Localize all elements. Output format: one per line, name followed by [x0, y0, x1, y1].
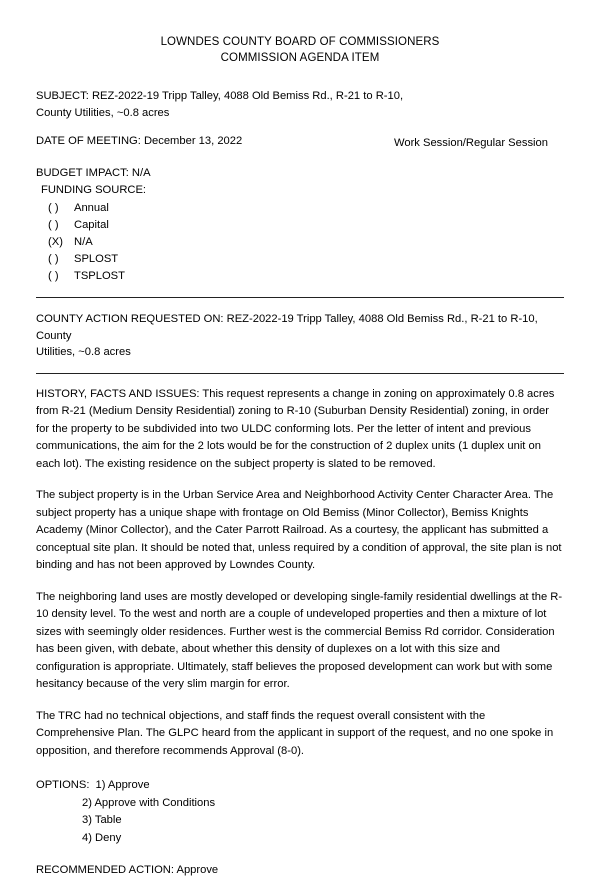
subject-line-1: SUBJECT: REZ-2022-19 Tripp Talley, 4088 Old Bemiss Rd., R-21 to R-10,: [36, 90, 404, 102]
meeting-date: DATE OF MEETING: December 13, 2022: [36, 135, 243, 147]
funding-option[interactable]: [36, 251, 564, 268]
funding-option[interactable]: [36, 217, 564, 234]
option-item-4[interactable]: 4) Deny: [82, 831, 122, 844]
document-header: [36, 34, 564, 66]
funding-source-label: FUNDING SOURCE:: [41, 183, 147, 196]
county-action-line-1: COUNTY ACTION REQUESTED ON: REZ-2022-19 Tripp Talley, 4088 Old Bemiss Rd., R-21 to R-10, County: [36, 313, 538, 342]
subject-block: [36, 88, 564, 121]
header-line-2: COMMISSION AGENDA ITEM: [220, 52, 380, 64]
option-item-2[interactable]: 2) Approve with Conditions: [82, 796, 216, 809]
budget-impact: BUDGET IMPACT: N/A: [36, 167, 151, 179]
funding-option-label: SPLOST: [74, 253, 119, 265]
divider-bottom: [36, 373, 564, 374]
county-action-line-2: Utilities, ~0.8 acres: [36, 346, 131, 358]
meeting-row: [36, 135, 564, 149]
history-section: [36, 386, 564, 761]
funding-option-label: N/A: [74, 236, 93, 248]
history-paragraph: The TRC had no technical objections, and staff finds the request overall consistent with the Comprehensive Plan. The GLPC heard from the applicant in support of the request, and no one spoke in opposition, and therefore recommends Approval (8-0).: [36, 709, 554, 757]
options-first-row: [36, 777, 564, 795]
history-paragraph: The subject property is in the Urban Service Area and Neighborhood Activity Center Character Area. The subject property has a unique shape with frontage on Old Bemiss (Minor Collector), Bemiss Knights Academy (Minor Collector), and the Cater Parrott Railroad. As a courtesy, the applicant has submitted a conceptual site plan. It should be noted that, unless required by a condition of approval, the site plan is not binding and has not been approved by Lowndes County.: [36, 489, 562, 571]
options-label: OPTIONS:: [36, 779, 90, 791]
funding-source-options: [36, 200, 564, 285]
funding-option-label: Annual: [74, 202, 109, 214]
history-paragraph: HISTORY, FACTS AND ISSUES: This request represents a change in zoning on approximately 0.8 acres from R-21 (Medium Density Residential) zoning to R-10 (Suburban Density Residential) zoning, in order for the property to be subdivided into two ULDC conforming lots. Per the letter of intent and previous communications, the aim for the 2 lots would be for the construction of 2 duplex units (1 duplex unit on each lot). The existing residence on the subject property is slated to be removed.: [36, 387, 555, 470]
funding-option[interactable]: [36, 268, 564, 285]
option-item-1[interactable]: 1) Approve: [95, 779, 150, 791]
funding-option[interactable]: [36, 234, 564, 251]
funding-option-label: Capital: [74, 219, 109, 231]
divider-top: [36, 297, 564, 298]
funding-option-checkbox[interactable]: ( ): [48, 219, 59, 231]
funding-option[interactable]: [36, 200, 564, 217]
option-item-3[interactable]: 3) Table: [82, 814, 122, 826]
funding-option-label: TSPLOST: [74, 270, 125, 282]
history-paragraph: The neighboring land uses are mostly developed or developing single-family residential dwellings at the R-10 density level. To the west and north are a couple of undeveloped properties and then a mixture of lot sizes with seemingly older residences. Further west is the commercial Bemiss Rd corridor. Consideration has been given, with debate, about whether this density of duplexes on a lot with this size and configuration is appropriate. Ultimately, staff believes the proposed development can work but with some hesitancy because of the very slim margin for error.: [36, 590, 563, 690]
funding-option-checkbox[interactable]: ( ): [48, 202, 59, 214]
session-note: Work Session/Regular Session: [393, 137, 548, 149]
budget-block: [36, 165, 564, 285]
header-line-1: LOWNDES COUNTY BOARD OF COMMISSIONERS: [160, 36, 440, 48]
subject-line-2: County Utilities, ~0.8 acres: [36, 106, 170, 119]
options-section: [36, 777, 564, 847]
county-action-block: [36, 311, 564, 361]
funding-option-checkbox[interactable]: ( ): [48, 270, 59, 282]
funding-option-checkbox[interactable]: ( ): [48, 253, 59, 265]
recommended-action: RECOMMENDED ACTION: Approve: [36, 864, 219, 876]
options-list: [36, 795, 564, 848]
funding-option-checkbox[interactable]: (X): [48, 236, 63, 248]
